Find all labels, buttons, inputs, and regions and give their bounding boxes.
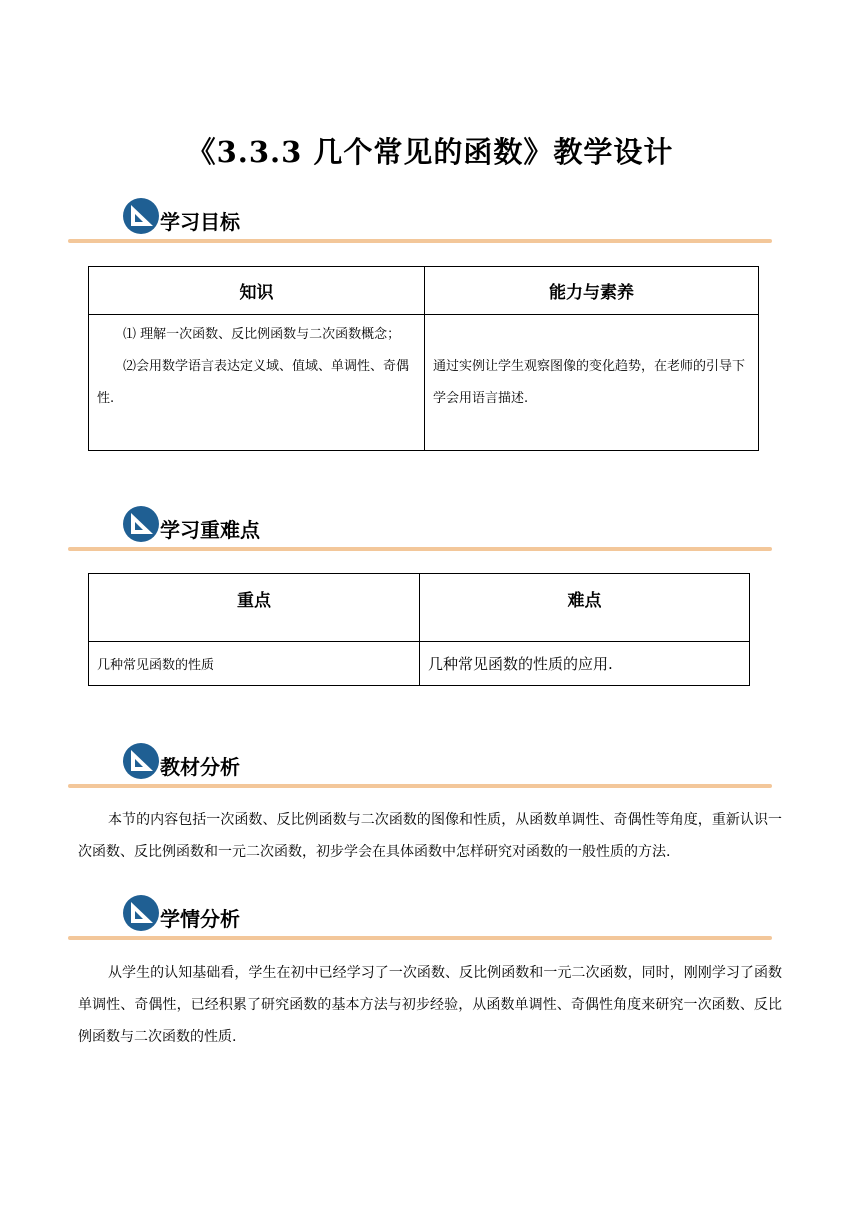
set-square-icon <box>122 742 160 780</box>
students-paragraph: 从学生的认知基础看，学生在初中已经学习了一次函数、反比例函数和一元二次函数，同时，刚刚学习了函数单调性、奇偶性，已经积累了研究函数的基本方法与初步经验，从函数单调性、奇偶性角度来研究一次函数、反比例函数与二次函数的性质. <box>78 965 782 1045</box>
section-title: 学习重难点 <box>160 518 260 542</box>
section-divider <box>68 239 772 243</box>
table-header-difficulty: 难点 <box>420 574 750 642</box>
section-title: 学情分析 <box>160 907 240 931</box>
knowledge-item: ⑴ 理解一次函数、反比例函数与二次函数概念； <box>123 327 401 342</box>
section-header-material <box>68 742 772 788</box>
ability-cell <box>425 315 759 451</box>
section-divider <box>68 936 772 940</box>
knowledge-cell <box>89 315 425 451</box>
section-divider <box>68 784 772 788</box>
material-paragraph: 本节的内容包括一次函数、反比例函数与二次函数的图像和性质，从函数单调性、奇偶性等角度，重新认识一次函数、反比例函数和一元二次函数，初步学会在具体函数中怎样研究对函数的一般性质的方法. <box>78 812 782 860</box>
section-header-students <box>68 894 772 940</box>
section-title: 教材分析 <box>160 755 240 779</box>
section-title: 学习目标 <box>160 210 240 234</box>
keys-table <box>88 573 750 686</box>
set-square-icon <box>122 197 160 235</box>
section-divider <box>68 547 772 551</box>
goals-table <box>88 266 759 451</box>
page-title: 《3.3.3 几个常见的函数》教学设计 <box>186 135 674 169</box>
key-point-cell: 几种常见函数的性质 <box>89 642 420 686</box>
table-header-ability: 能力与素养 <box>425 267 759 315</box>
section-header-goals <box>68 197 772 243</box>
difficulty-cell: 几种常见函数的性质的应用. <box>420 642 750 686</box>
knowledge-item: ⑵会用数学语言表达定义域、值域、单调性、奇偶性. <box>97 359 410 406</box>
section-header-keys <box>68 505 772 551</box>
table-header-key: 重点 <box>89 574 420 642</box>
set-square-icon <box>122 894 160 932</box>
table-header-knowledge: 知识 <box>89 267 425 315</box>
ability-text: 通过实例让学生观察图像的变化趋势，在老师的引导下学会用语言描述. <box>433 358 746 406</box>
set-square-icon <box>122 505 160 543</box>
